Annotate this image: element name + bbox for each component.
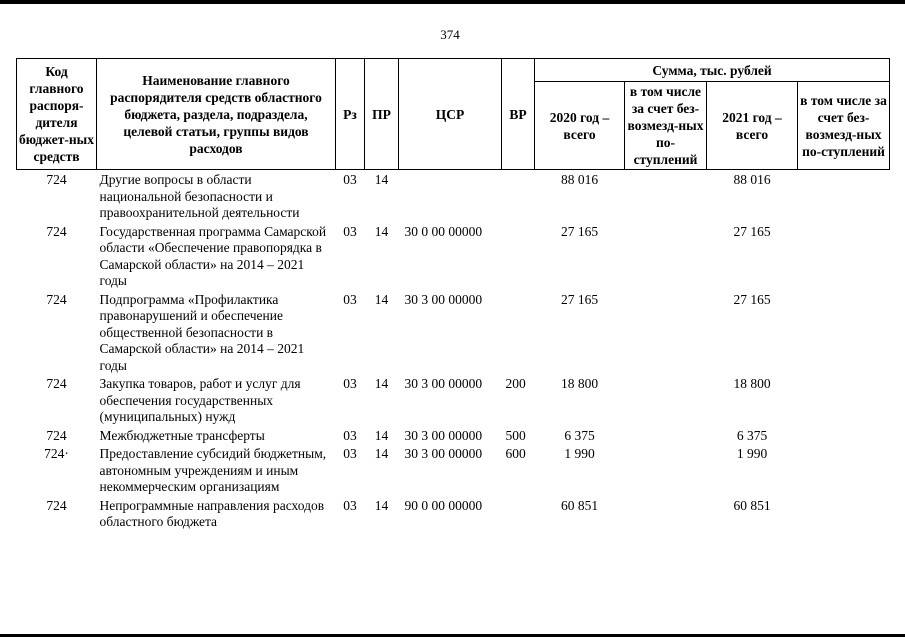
cell-vr [502,170,535,224]
cell-2020-total: 27 165 [560,291,599,307]
cell-pr: 14 [374,497,389,513]
cell-name: Закупка товаров, работ и услуг для обеспечения государственных (муниципальных) нужд [99,376,301,424]
cell-2020-bezvozmezdnye [625,446,707,498]
cell-rz: 03 [343,223,357,239]
cell-csr: 30 0 00 00000 [404,223,483,239]
budget-table [16,58,890,533]
cell-vr: 600 [505,446,526,461]
cell-rz: 03 [343,427,357,443]
header-2021-total: 2021 год – всего [707,82,798,170]
header-sum-group: Сумма, тыс. рублей [535,59,890,82]
table-body [17,170,890,533]
table-row [17,170,890,224]
cell-kod: 724· [44,446,69,461]
header-2020-bezvozmezdnye: в том числе за счет без-возмезд-ных по-ступлений [625,82,707,170]
cell-pr: 14 [374,427,389,443]
header-2021-bezvozmezdnye: в том числе за счет без-возмезд-ных по-ступлений [798,82,890,170]
cell-vr [502,224,535,292]
cell-2021-bezvozmezdnye [798,498,890,533]
cell-name: Межбюджетные трансферты [99,427,265,443]
cell-2021-total: 60 851 [733,497,771,513]
cell-2020-bezvozmezdnye [625,376,707,428]
cell-name: Другие вопросы в области национальной безопасности и правоохранительной деятельности [99,172,300,220]
cell-2020-bezvozmezdnye [625,428,707,447]
header-pr: ПР [365,59,399,170]
cell-2021-bezvozmezdnye [798,428,890,447]
cell-2020-bezvozmezdnye [625,224,707,292]
cell-name: Предоставление субсидий бюджетным, автономным учреждениям и иным некоммерческим организациям [99,446,327,494]
table-row [17,292,890,377]
cell-kod: 724 [46,497,67,513]
cell-2021-bezvozmezdnye [798,446,890,498]
header-2020-total: 2020 год – всего [535,82,625,170]
cell-name: Непрограммные направления расходов областного бюджета [99,497,325,529]
cell-pr: 14 [374,376,389,391]
cell-csr: 30 3 00 00000 [404,376,483,391]
cell-2020-total: 18 800 [560,376,599,391]
cell-2020-bezvozmezdnye [625,498,707,533]
cell-csr [399,170,502,224]
cell-kod: 724 [46,376,67,391]
header-name: Наименование главного распорядителя средств областного бюджета, раздела, подраздела, целевой статьи, группы видов расходов [97,59,336,170]
table-header [17,59,890,170]
cell-2020-total: 1 990 [564,446,595,461]
cell-2020-total: 27 165 [560,223,599,239]
page-number: 374 [440,27,460,42]
cell-csr: 30 3 00 00000 [404,291,483,307]
cell-pr: 14 [374,291,389,307]
cell-2021-total: 18 800 [733,376,771,391]
cell-2020-bezvozmezdnye [625,292,707,377]
cell-vr [502,292,535,377]
cell-csr: 90 0 00 00000 [404,497,483,513]
cell-kod: 724 [46,427,67,443]
header-rz: Рз [336,59,365,170]
cell-2020-total: 60 851 [560,497,599,513]
cell-2021-bezvozmezdnye [798,224,890,292]
cell-rz: 03 [343,291,357,307]
top-border-rule [0,0,905,4]
cell-kod: 724 [46,172,67,187]
cell-2021-total: 88 016 [733,172,771,187]
header-vr: ВР [502,59,535,170]
cell-csr: 30 3 00 00000 [404,427,483,443]
cell-kod: 724 [46,223,67,239]
table-row [17,428,890,447]
cell-2021-bezvozmezdnye [798,376,890,428]
cell-2021-total: 27 165 [733,223,771,239]
cell-2021-bezvozmezdnye [798,292,890,377]
cell-2020-total: 88 016 [560,172,599,187]
cell-rz: 03 [343,172,357,187]
table-row [17,376,890,428]
cell-2020-bezvozmezdnye [625,170,707,224]
table-row [17,446,890,498]
cell-rz: 03 [343,446,357,461]
header-csr: ЦСР [399,59,502,170]
cell-vr: 200 [505,376,526,391]
header-kod: Код главного распоря-дителя бюджет-ных средств [17,59,97,170]
table-row [17,498,890,533]
cell-pr: 14 [374,446,389,461]
cell-2021-bezvozmezdnye [798,170,890,224]
cell-2021-total: 27 165 [733,291,771,307]
cell-name: Государственная программа Самарской области «Обеспечение правопорядка в Самарской области» на 2014 – 2021 годы [99,223,327,288]
cell-2021-total: 1 990 [736,446,768,461]
cell-rz: 03 [343,497,357,513]
cell-pr: 14 [374,172,389,187]
cell-name: Подпрограмма «Профилактика правонарушений и обеспечение общественной безопасности в Самарской области» на 2014 – 2021 годы [99,291,305,373]
cell-2020-total: 6 375 [564,427,595,443]
table-row [17,224,890,292]
cell-rz: 03 [343,376,357,391]
cell-kod: 724 [46,291,67,307]
cell-csr: 30 3 00 00000 [404,446,483,461]
cell-vr [502,498,535,533]
cell-pr: 14 [374,223,389,239]
cell-2021-total: 6 375 [736,427,768,443]
cell-vr: 500 [505,427,526,443]
bottom-border-rule [0,634,905,637]
